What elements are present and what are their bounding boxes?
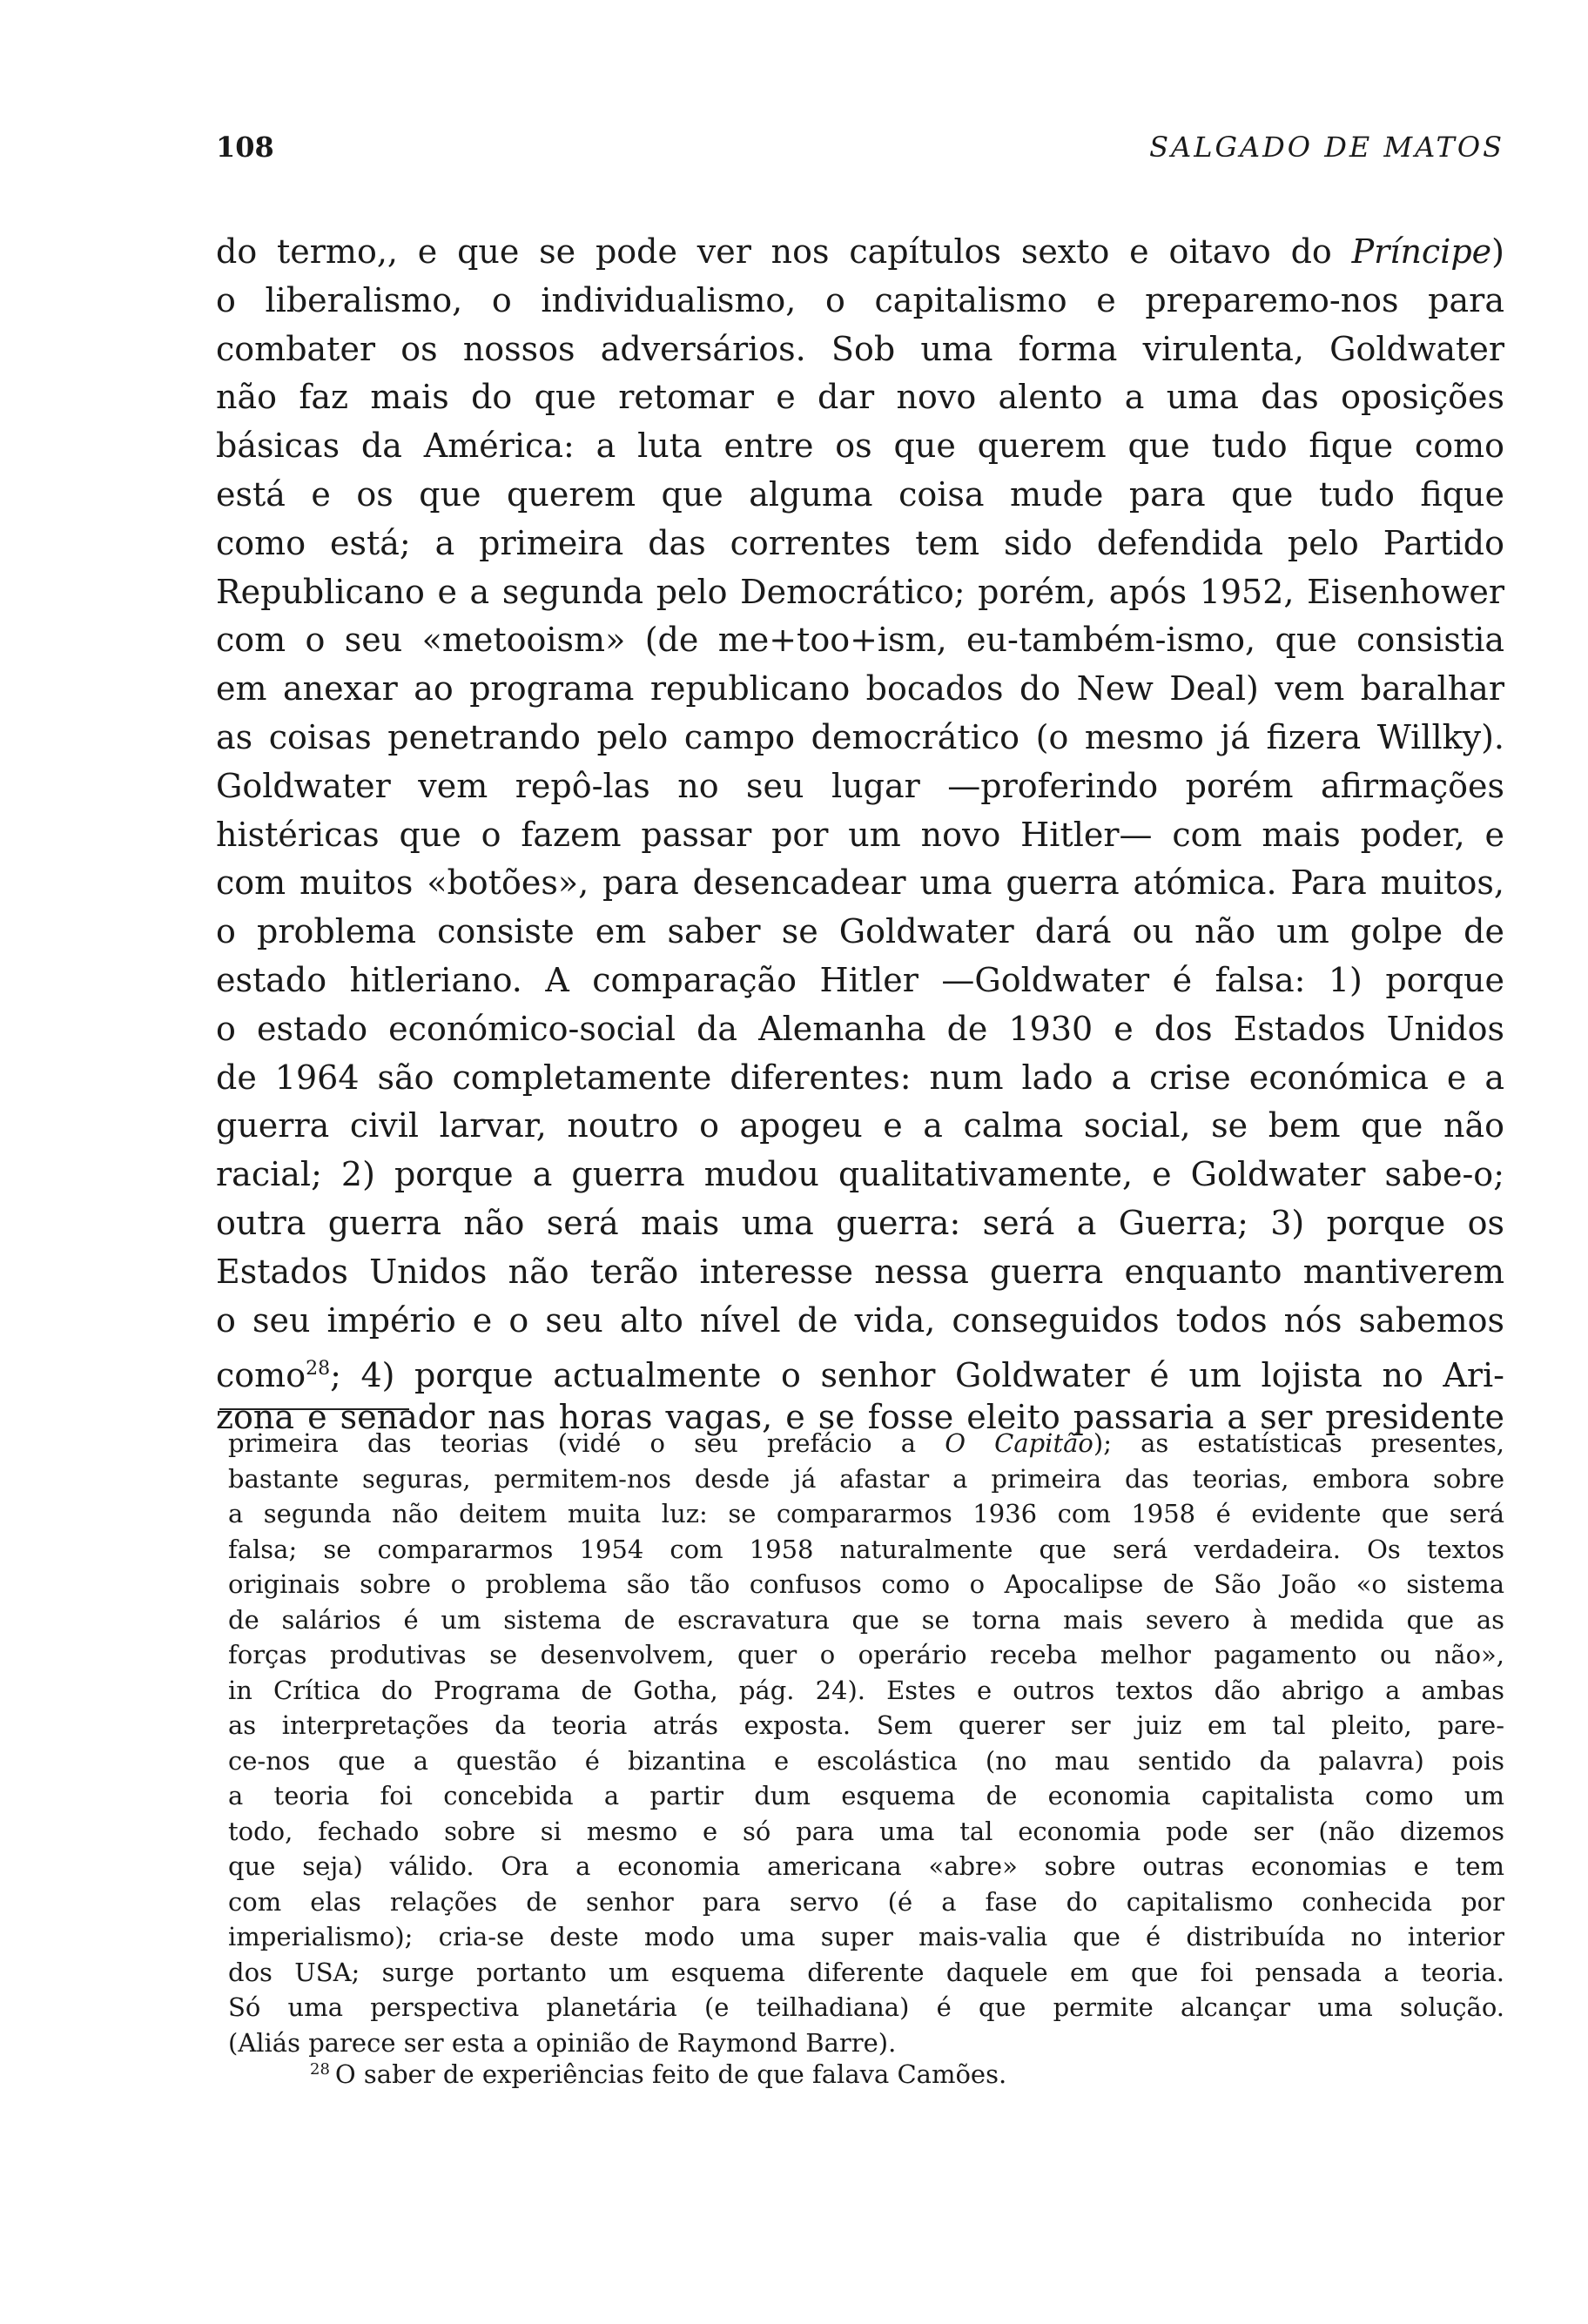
note-line: as interpretações da teoria atrás exposta. Sem querer ser juiz em tal pleito, pare- bbox=[228, 1710, 1504, 1740]
text-line-with-footnote-ref bbox=[216, 1345, 1504, 1394]
text-line: outra guerra não será mais uma guerra: será a Guerra; 3) porque os bbox=[216, 1203, 1504, 1242]
text-line: estado hitleriano. A comparação Hitler —Goldwater é falsa: 1) porque bbox=[216, 960, 1504, 999]
text-line: com muitos «botões», para desencadear uma guerra atómica. Para muitos, bbox=[216, 863, 1504, 903]
footnote bbox=[310, 2059, 1006, 2089]
text-line: Estados Unidos não terão interesse nessa guerra enquanto mantiverem bbox=[216, 1252, 1504, 1291]
page-number: 108 bbox=[216, 131, 274, 164]
text-line: básicas da América: a luta entre os que querem que tudo fique como bbox=[216, 427, 1504, 466]
note-line: originais sobre o problema são tão confusos como o Apocalipse de São João «o sistema bbox=[228, 1569, 1504, 1599]
italic-title: O Capitão bbox=[945, 1428, 1093, 1458]
text-line: Republicano e a segunda pelo Democrático; porém, após 1952, Eisenhower bbox=[216, 572, 1504, 611]
footnote-text: O saber de experiências feito de que falava Camões. bbox=[334, 2059, 1007, 2089]
note-line: Só uma perspectiva planetária (e teilhadiana) é que permite alcançar uma solução. bbox=[228, 1992, 1504, 2022]
note-line: dos USA; surge portanto um esquema diferente daquele em que foi pensada a teoria. bbox=[228, 1957, 1504, 1987]
note-line: primeira das teorias (vidé o seu prefácio a O Capitão); as estatísticas presentes, bbox=[228, 1428, 1504, 1458]
text-line: Goldwater vem repô-las no seu lugar —proferindo porém afirmações bbox=[216, 766, 1504, 805]
footnote-rule bbox=[219, 1408, 409, 1410]
text-line: do termo,, e que se pode ver nos capítulos sexto e oitavo do Príncipe) bbox=[216, 232, 1504, 271]
text-line: o estado económico-social da Alemanha de 1930 e dos Estados Unidos bbox=[216, 1009, 1504, 1048]
note-line: a segunda não deitem muita luz: se compararmos 1936 com 1958 é evidente que será bbox=[228, 1499, 1504, 1528]
footnote-reference: 28 bbox=[306, 1358, 331, 1380]
text-line: com o seu «metooism» (de me+too+ism, eu-também-ismo, que consistia bbox=[216, 621, 1504, 660]
text-line: o seu império e o seu alto nível de vida, conseguidos todos nós sabemos bbox=[216, 1300, 1504, 1340]
text-line: em anexar ao programa republicano bocados do New Deal) vem baralhar bbox=[216, 669, 1504, 709]
note-line: imperialismo); cria-se deste modo uma super mais-valia que é distribuída no interior bbox=[228, 1922, 1504, 1951]
note-line: forças produtivas se desenvolvem, quer o operário receba melhor pagamento ou não», bbox=[228, 1640, 1504, 1669]
note-line: (Aliás parece ser esta a opinião de Raymond Barre). bbox=[228, 2027, 897, 2058]
page-header bbox=[216, 131, 1504, 174]
note-line: de salários é um sistema de escravatura que se torna mais severo à medida que as bbox=[228, 1604, 1504, 1635]
text-line: o liberalismo, o individualismo, o capitalismo e preparemo-nos para bbox=[216, 280, 1504, 319]
note-line: in Crítica do Programa de Gotha, pág. 24). Estes e outros textos dão abrigo a ambas bbox=[228, 1675, 1504, 1705]
continued-note bbox=[228, 1426, 1504, 2060]
text-line: não faz mais do que retomar e dar novo alento a uma das oposições bbox=[216, 378, 1504, 417]
note-line: ce-nos que a questão é bizantina e escolástica (no mau sentido da palavra) pois bbox=[228, 1745, 1504, 1776]
text-line: histéricas que o fazem passar por um novo Hitler— com mais poder, e bbox=[216, 815, 1504, 854]
note-line: que seja) válido. Ora a economia americana «abre» sobre outras economias e tem bbox=[228, 1851, 1504, 1881]
text-line: de 1964 são completamente diferentes: num lado a crise económica e a bbox=[216, 1058, 1504, 1097]
main-text bbox=[216, 228, 1504, 1442]
running-head: SALGADO DE MATOS bbox=[1149, 131, 1504, 164]
footnote-marker: 28 bbox=[310, 2060, 330, 2079]
text-line: está e os que querem que alguma coisa mude para que tudo fique bbox=[216, 474, 1504, 514]
text-line: zona e senador nas horas vagas, e se fosse eleito passaria a ser presidente bbox=[216, 1398, 1504, 1437]
text-line: guerra civil larvar, noutro o apogeu e a calma social, se bem que não bbox=[216, 1106, 1504, 1145]
note-line: falsa; se compararmos 1954 com 1958 naturalmente que será verdadeira. Os textos bbox=[228, 1534, 1504, 1564]
text-fragment: como bbox=[216, 1356, 306, 1395]
text-line: racial; 2) porque a guerra mudou qualitativamente, e Goldwater sabe-o; bbox=[216, 1155, 1504, 1194]
note-line: todo, fechado sobre si mesmo e só para uma tal economia pode ser (não dizemos bbox=[228, 1816, 1504, 1846]
note-line: a teoria foi concebida a partir dum esquema de economia capitalista como um bbox=[228, 1781, 1504, 1810]
text-line: as coisas penetrando pelo campo democrático (o mesmo já fizera Willky). bbox=[216, 717, 1504, 756]
text-line: como está; a primeira das correntes tem sido defendida pelo Partido bbox=[216, 523, 1504, 562]
text-line: o problema consiste em saber se Goldwater dará ou não um golpe de bbox=[216, 912, 1504, 951]
italic-title: Príncipe bbox=[1351, 232, 1492, 271]
text-line: combater os nossos adversários. Sob uma forma virulenta, Goldwater bbox=[216, 329, 1504, 368]
note-line: bastante seguras, permitem-nos desde já afastar a primeira das teorias, embora sobre bbox=[228, 1463, 1504, 1494]
note-line: com elas relações de senhor para servo (é a fase do capitalismo conhecida por bbox=[228, 1886, 1504, 1917]
text-fragment: ; 4) porque actualmente o senhor Goldwater é um lojista no Ari- bbox=[330, 1356, 1504, 1395]
